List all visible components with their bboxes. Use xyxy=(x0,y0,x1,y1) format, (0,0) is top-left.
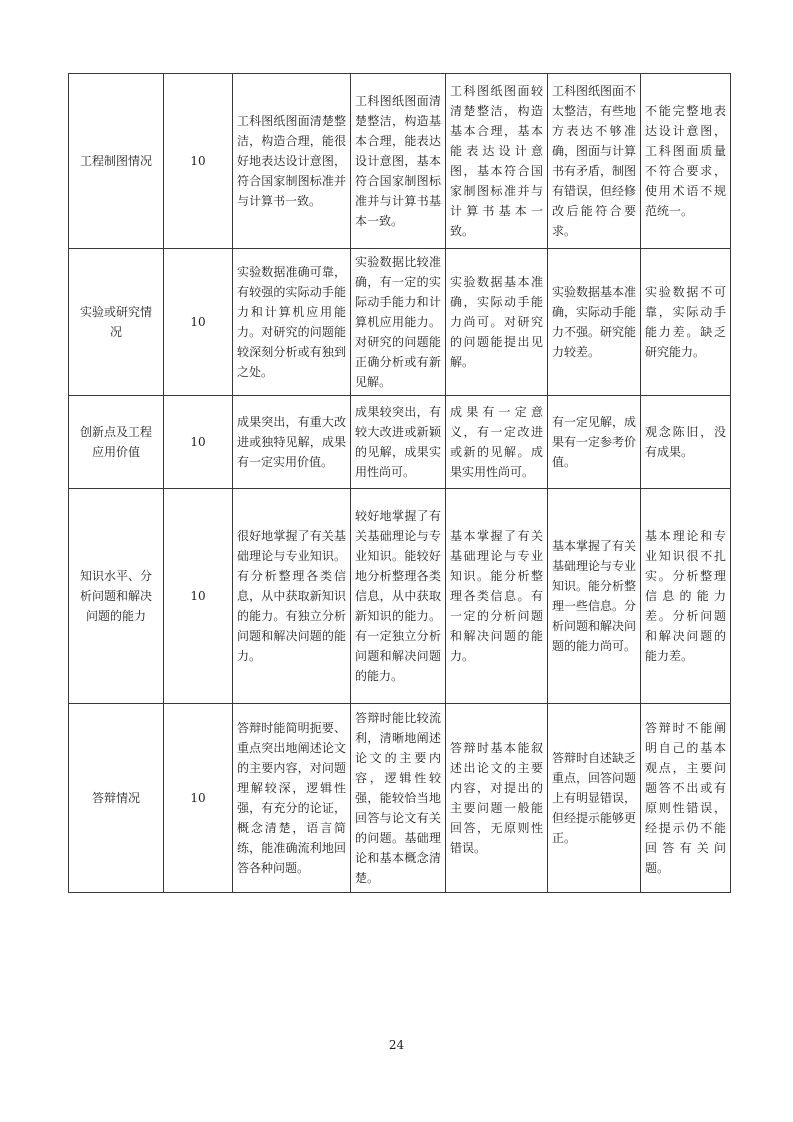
table-row xyxy=(69,704,731,893)
score-cell: 10 xyxy=(164,396,233,489)
table-row xyxy=(69,396,731,489)
score-cell: 10 xyxy=(164,249,233,396)
page-number: 24 xyxy=(388,1038,405,1052)
level-1-cell: 实验数据准确可靠，有较强的实际动手能力和计算机应用能力。对研究的问题能较深刻分析或有独到之处。 xyxy=(233,249,351,396)
level-4-cell: 实验数据基本准确，实际动手能力不强。研究能力较差。 xyxy=(548,249,641,396)
criterion-cell: 创新点及工程应用价值 xyxy=(69,396,164,489)
grading-rubric-table xyxy=(68,73,731,893)
level-3-cell: 基本掌握了有关基础理论与专业知识。能分析整理各类信息。有一定的分析问题和解决问题的能力。 xyxy=(446,489,548,704)
criterion-cell: 知识水平、分析问题和解决问题的能力 xyxy=(69,489,164,704)
level-1-cell: 很好地掌握了有关基础理论与专业知识。有分析整理各类信息，从中获取新知识的能力。有独立分析问题和解决问题的能力。 xyxy=(233,489,351,704)
score-cell: 10 xyxy=(164,74,233,249)
level-5-cell: 基本理论和专业知识很不扎实。分析整理信息的能力差。分析问题和解决问题的能力差。 xyxy=(641,489,731,704)
criterion-cell: 答辩情况 xyxy=(69,704,164,893)
level-3-cell: 工科图纸图面较清楚整洁，构造基本合理，基本能表达设计意图，基本符合国家制图标准并与计算书基本一致。 xyxy=(446,74,548,249)
level-4-cell: 答辩时自述缺乏重点，回答问题上有明显错误，但经提示能够更正。 xyxy=(548,704,641,893)
level-5-cell: 答辩时不能阐明自己的基本观点，主要问题答不出或有原则性错误，经提示仍不能回答有关问题。 xyxy=(641,704,731,893)
level-2-cell: 较好地掌握了有关基础理论与专业知识。能较好地分析整理各类信息，从中获取新知识的能力。有一定独立分析问题和解决问题的能力。 xyxy=(351,489,446,704)
level-3-cell: 实验数据基本准确，实际动手能力尚可。对研究的问题能提出见解。 xyxy=(446,249,548,396)
level-2-cell: 实验数据比较准确，有一定的实际动手能力和计算机应用能力。对研究的问题能正确分析或有新见解。 xyxy=(351,249,446,396)
table-row xyxy=(69,74,731,249)
level-1-cell: 答辩时能简明扼要、重点突出地阐述论文的主要内容，对问题理解较深，逻辑性强，有充分的论证，概念清楚，语言简练，能准确流利地回答各种问题。 xyxy=(233,704,351,893)
level-2-cell: 答辩时能比较流利，清晰地阐述论文的主要内容，逻辑性较强，能较恰当地回答与论文有关的问题。基础理论和基本概念清楚。 xyxy=(351,704,446,893)
table-row xyxy=(69,489,731,704)
level-1-cell: 工科图纸图面清楚整洁，构造合理，能很好地表达设计意图，符合国家制图标准并与计算书一致。 xyxy=(233,74,351,249)
score-cell: 10 xyxy=(164,489,233,704)
level-5-cell: 观念陈旧，没有成果。 xyxy=(641,396,731,489)
table-row xyxy=(69,249,731,396)
criterion-cell: 实验或研究情况 xyxy=(69,249,164,396)
score-cell: 10 xyxy=(164,704,233,893)
level-2-cell: 工科图纸图面清楚整洁，构造基本合理，能表达设计意图，基本符合国家制图标准并与计算书基本一致。 xyxy=(351,74,446,249)
criterion-cell: 工程制图情况 xyxy=(69,74,164,249)
level-3-cell: 答辩时基本能叙述出论文的主要内容，对提出的主要问题一般能回答，无原则性错误。 xyxy=(446,704,548,893)
level-2-cell: 成果较突出，有较大改进或新颖的见解，成果实用性尚可。 xyxy=(351,396,446,489)
level-5-cell: 不能完整地表达设计意图，工科图面质量不符合要求，使用术语不规范统一。 xyxy=(641,74,731,249)
level-4-cell: 工科图纸图面不太整洁，有些地方表达不够准确，图面与计算书有矛盾，制图有错误，但经修改后能符合要求。 xyxy=(548,74,641,249)
level-5-cell: 实验数据不可靠，实际动手能力差。缺乏研究能力。 xyxy=(641,249,731,396)
level-4-cell: 有一定见解，成果有一定参考价值。 xyxy=(548,396,641,489)
level-4-cell: 基本掌握了有关基础理论与专业知识。能分析整理一些信息。分析问题和解决问题的能力尚可。 xyxy=(548,489,641,704)
level-1-cell: 成果突出，有重大改进或独特见解，成果有一定实用价值。 xyxy=(233,396,351,489)
level-3-cell: 成果有一定意义，有一定改进或新的见解。成果实用性尚可。 xyxy=(446,396,548,489)
